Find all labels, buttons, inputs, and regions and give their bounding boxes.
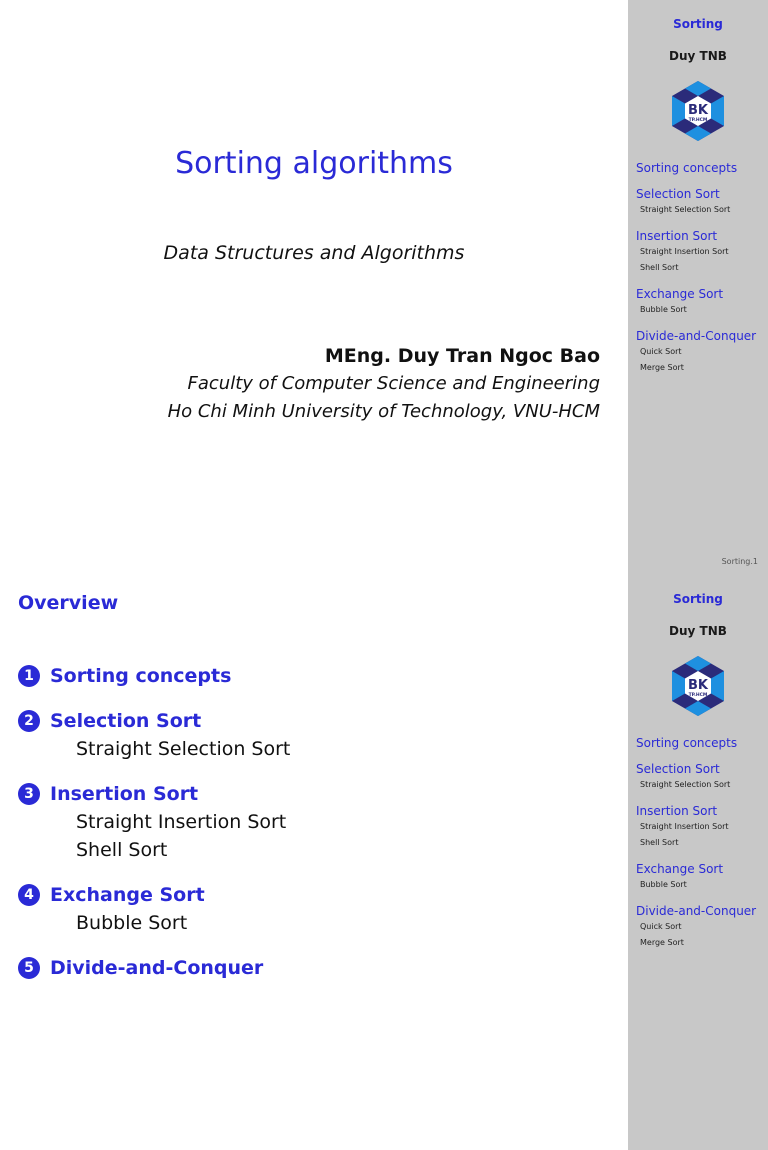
logo-text: BK <box>688 103 708 118</box>
sidebar-item-divide-and-conquer[interactable]: Divide-and-Conquer <box>636 904 757 918</box>
number-circle-icon: 5 <box>18 957 40 979</box>
sidebar-subitem-straight-insertion-sort[interactable]: Straight Insertion Sort <box>640 247 729 256</box>
overview-item <box>18 662 290 690</box>
frame-number: Sorting.1 <box>721 557 758 566</box>
sidebar-item-sorting-concepts[interactable]: Sorting concepts <box>636 161 738 175</box>
sidebar-item-selection-sort[interactable]: Selection Sort <box>636 762 720 776</box>
institution-line-2: Ho Chi Minh University of Technology, VNU-HCM <box>167 401 600 422</box>
sidebar-subitem-bubble-sort[interactable]: Bubble Sort <box>640 305 687 314</box>
sidebar-subitem-shell-sort[interactable]: Shell Sort <box>640 263 679 272</box>
sidebar-subitem-shell-sort[interactable]: Shell Sort <box>640 838 679 847</box>
overview-subitem-shell-sort[interactable]: Shell Sort <box>76 839 168 861</box>
sidebar-subitem-quick-sort[interactable]: Quick Sort <box>640 922 682 931</box>
sidebar-item-selection-sort[interactable]: Selection Sort <box>636 187 720 201</box>
overview-item-sorting-concepts[interactable]: Sorting concepts <box>50 665 232 687</box>
overview-subitem-straight-selection-sort[interactable]: Straight Selection Sort <box>76 738 291 760</box>
logo-subtext: TP.HCM <box>688 693 708 698</box>
overview-subitem-bubble-sort[interactable]: Bubble Sort <box>76 912 188 934</box>
overview-subitem-straight-insertion-sort[interactable]: Straight Insertion Sort <box>76 811 287 833</box>
overview-item <box>18 954 290 982</box>
sidebar-item-insertion-sort[interactable]: Insertion Sort <box>636 804 718 818</box>
overview-item-selection-sort[interactable]: Selection Sort <box>50 710 202 732</box>
overview-item <box>18 707 290 763</box>
sidebar-title[interactable]: Sorting <box>673 17 723 31</box>
sidebar-subitem-bubble-sort[interactable]: Bubble Sort <box>640 880 687 889</box>
overview-item-insertion-sort[interactable]: Insertion Sort <box>50 783 199 805</box>
logo-subtext: TP.HCM <box>688 118 708 123</box>
sidebar-author: Duy TNB <box>669 49 727 63</box>
number-circle-icon: 1 <box>18 665 40 687</box>
sidebar-subitem-straight-selection-sort[interactable]: Straight Selection Sort <box>640 780 731 789</box>
sidebar-subitem-merge-sort[interactable]: Merge Sort <box>640 938 684 947</box>
author-name: MEng. Duy Tran Ngoc Bao <box>324 345 600 367</box>
overview-item <box>18 780 290 864</box>
overview-item-divide-and-conquer[interactable]: Divide-and-Conquer <box>50 957 264 979</box>
sidebar-item-exchange-sort[interactable]: Exchange Sort <box>636 862 724 876</box>
sidebar-title[interactable]: Sorting <box>673 592 723 606</box>
sidebar-item-sorting-concepts[interactable]: Sorting concepts <box>636 736 738 750</box>
number-circle-icon: 3 <box>18 783 40 805</box>
author-block <box>168 342 600 426</box>
overview-list <box>18 662 290 999</box>
overview-heading: Overview <box>18 592 119 614</box>
overview-item <box>18 881 290 937</box>
slide-title: Sorting algorithms <box>175 146 453 181</box>
sidebar-author: Duy TNB <box>669 624 727 638</box>
bk-logo-icon <box>667 80 729 142</box>
sidebar-subitem-quick-sort[interactable]: Quick Sort <box>640 347 682 356</box>
sidebar <box>628 0 768 575</box>
sidebar-subitem-merge-sort[interactable]: Merge Sort <box>640 363 684 372</box>
overview-item-exchange-sort[interactable]: Exchange Sort <box>50 884 205 906</box>
institution-line-1: Faculty of Computer Science and Engineering <box>187 373 600 394</box>
sidebar-subitem-straight-selection-sort[interactable]: Straight Selection Sort <box>640 205 731 214</box>
sidebar-subitem-straight-insertion-sort[interactable]: Straight Insertion Sort <box>640 822 729 831</box>
bk-logo-icon <box>667 655 729 717</box>
logo-text: BK <box>688 678 708 693</box>
sidebar <box>628 575 768 1150</box>
slide-subtitle: Data Structures and Algorithms <box>163 242 465 264</box>
number-circle-icon: 4 <box>18 884 40 906</box>
sidebar-item-divide-and-conquer[interactable]: Divide-and-Conquer <box>636 329 757 343</box>
sidebar-item-exchange-sort[interactable]: Exchange Sort <box>636 287 724 301</box>
sidebar-nav <box>636 735 756 951</box>
number-circle-icon: 2 <box>18 710 40 732</box>
sidebar-nav <box>636 160 756 376</box>
sidebar-item-insertion-sort[interactable]: Insertion Sort <box>636 229 718 243</box>
